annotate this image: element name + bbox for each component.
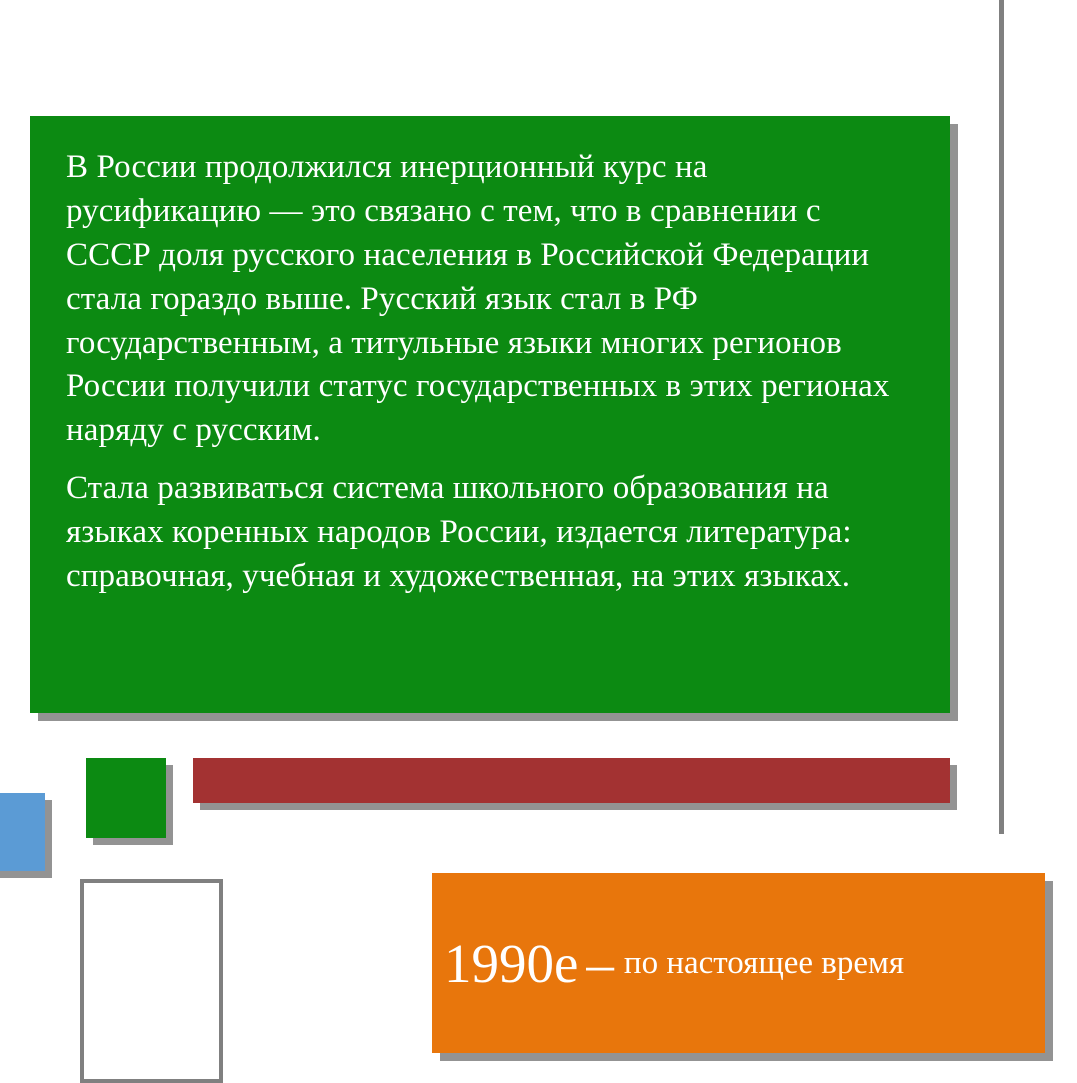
body-paragraph-2: Стала развиваться система школьного образования на языках коренных народов России, издается литература: справочная, учебная и художественная, на этих языках. xyxy=(66,470,852,594)
green-accent-square xyxy=(86,758,166,838)
green-content-panel xyxy=(30,116,950,713)
caption-year: 1990е xyxy=(444,932,579,994)
right-vertical-rule xyxy=(999,0,1004,834)
blue-accent-square xyxy=(0,793,45,871)
white-outlined-box xyxy=(80,879,223,1083)
caption-dash: – xyxy=(586,932,614,994)
red-accent-bar xyxy=(193,758,950,803)
orange-caption-band xyxy=(432,873,1045,1053)
caption-tail: по настоящее время xyxy=(623,944,905,981)
body-paragraph-1: В России продолжился инерционный курс на русификацию — это связано с тем, что в сравнении с СССР доля русского населения в Российской Федерации стала гораздо выше. Русский язык стал в РФ государственным, а титульные языки многих регионов России получили статус государственных в этих регионах наряду с русским. xyxy=(66,149,890,449)
